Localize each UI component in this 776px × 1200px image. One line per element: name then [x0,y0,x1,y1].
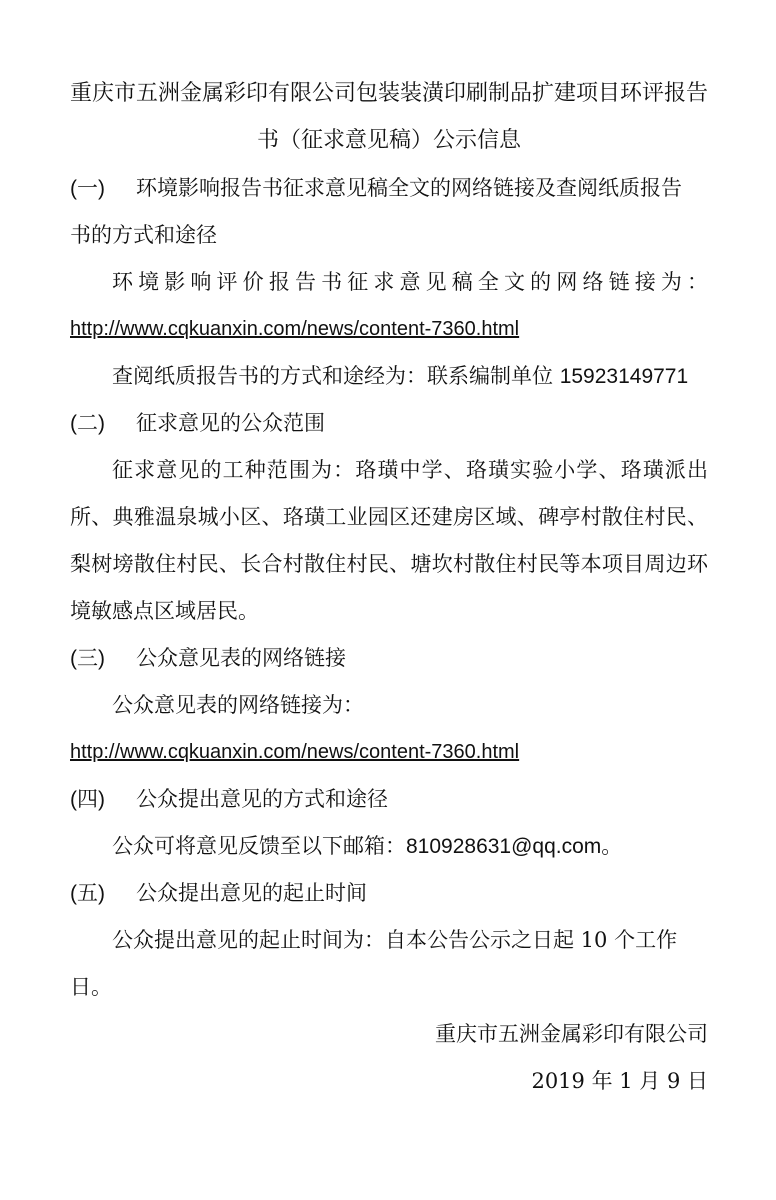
section-5-body: 公众提出意见的起止时间为：自本公告公示之日起 10 个工作日。 [70,928,678,999]
section-4-heading-text: 公众提出意见的方式和途径 [136,787,388,811]
section-1-body-text: 查阅纸质报告书的方式和途经为：联系编制单位 [112,364,560,388]
signature-date: 2019 年 1 月 9 日 [531,1069,708,1093]
section-3-heading-text: 公众意见表的网络链接 [136,646,346,670]
signature-company: 重庆市五洲金属彩印有限公司 [435,1022,708,1046]
section-2-heading-text: 征求意见的公众范围 [136,411,325,435]
section-1-body-line-1: 环境影响评价报告书征求意见稿全文的网络链接为： [112,270,708,294]
section-5-number: (五) [70,882,105,905]
section-1-heading [70,165,708,212]
title-line-2: 书（征求意见稿）公示信息 [256,128,521,153]
section-2-number: (二) [70,412,105,435]
section-4-heading [70,776,708,823]
section-2-body: 征求意见的工种范围为：珞璜中学、珞璜实验小学、珞璜派出所、典雅温泉城小区、珞璜工业园区还建房区域、碑亭村散住村民、梨树塝散住村民、长合村散住村民、塘坎村散住村民等本项目周边环境敏感点区域居民。 [70,458,708,623]
title-line-1: 重庆市五洲金属彩印有限公司包装装潢印刷制品扩建项目环评报告 [70,81,709,106]
section-1-number: (一) [70,177,105,200]
section-4-number: (四) [70,788,105,811]
section-4-body-prefix: 公众可将意见反馈至以下邮箱： [112,834,406,858]
section-1-link[interactable]: http://www.cqkuanxin.com/news/content-7360.html [70,318,520,340]
section-1-heading-cont: 书的方式和途径 [70,223,217,247]
section-1-heading-line-1: 环境影响报告书征求意见稿全文的网络链接及查阅纸质报告 [136,176,682,200]
section-4-body [70,823,708,870]
section-2-heading [70,400,708,447]
section-5-heading [70,870,708,917]
contact-email[interactable]: 810928631@qq.com [406,835,602,858]
section-4-body-suffix: 。 [601,834,623,858]
contact-phone: 15923149771 [559,365,689,388]
section-3-heading [70,635,708,682]
document-title [70,70,708,164]
section-3-body: 公众意见表的网络链接为： [112,693,364,717]
section-5-heading-text: 公众提出意见的起止时间 [136,881,367,905]
section-1-body-line-2 [70,353,708,400]
section-3-link[interactable]: http://www.cqkuanxin.com/news/content-7360.html [70,741,520,763]
section-3-number: (三) [70,647,105,670]
